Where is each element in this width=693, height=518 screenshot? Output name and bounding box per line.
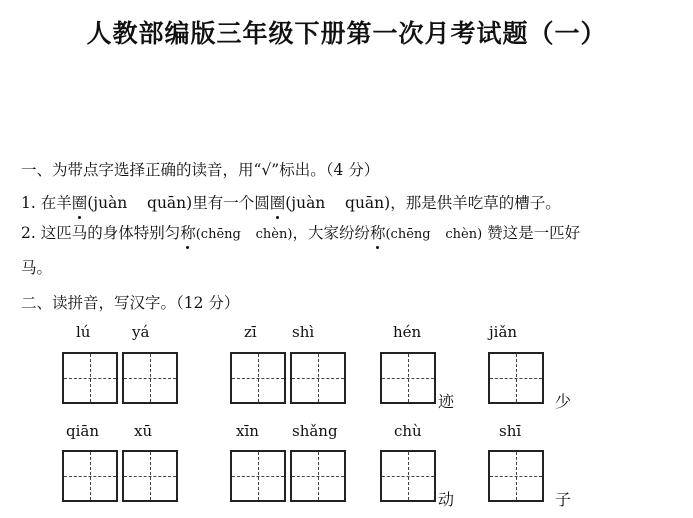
- pinyin-label: qiān: [66, 422, 100, 440]
- q2-prefix: 2. 这匹马的身体特别匀: [21, 224, 181, 242]
- given-character: 动: [438, 490, 455, 509]
- section2-heading: 二、读拼音，写汉字。（12 分）: [21, 294, 240, 312]
- q1-suffix: 那是供羊吃草的槽子。: [405, 194, 561, 212]
- q2-dotted-char: 称: [180, 221, 196, 243]
- pinyin-label: xū: [134, 422, 153, 440]
- pinyin-label: hén: [393, 323, 422, 341]
- writing-grid-box[interactable]: [380, 450, 436, 502]
- pinyin-label: chù: [394, 422, 422, 440]
- question-1-1: [21, 191, 561, 213]
- section1-heading: 一、为带点字选择正确的读音，用“√”标出。（4 分）: [21, 161, 380, 179]
- writing-grid-box[interactable]: [122, 450, 178, 502]
- page-title: 人教部编版三年级下册第一次月考试题（一）: [86, 19, 607, 48]
- q1-pinyin-a: (juàn: [87, 194, 128, 212]
- writing-grid-box[interactable]: [62, 450, 118, 502]
- pinyin-label: shì: [292, 323, 315, 341]
- q2-pinyin-c: (chēng: [385, 227, 431, 242]
- pinyin-label: zī: [244, 323, 257, 341]
- q1-pinyin-c: (juàn: [285, 194, 326, 212]
- q2-mid: ，大家纷纷: [292, 224, 370, 242]
- q1-prefix: 1. 在羊: [21, 194, 72, 212]
- pinyin-label: yá: [132, 323, 150, 341]
- writing-grid-box[interactable]: [488, 352, 544, 404]
- writing-grid-box[interactable]: [62, 352, 118, 404]
- pinyin-label: jiǎn: [489, 323, 518, 341]
- q1-pinyin-b: quān): [147, 194, 193, 212]
- writing-grid-box[interactable]: [122, 352, 178, 404]
- q2-pinyin-d: chèn): [445, 227, 483, 242]
- pinyin-label: shǎng: [292, 422, 338, 440]
- pinyin-label: lú: [76, 323, 91, 341]
- pinyin-label: xīn: [236, 422, 259, 440]
- writing-grid-box[interactable]: [488, 450, 544, 502]
- given-character: 子: [555, 490, 572, 509]
- question-1-2-continued: 马。: [21, 259, 53, 277]
- q2-pinyin-a: (chēng: [195, 227, 241, 242]
- writing-grid-box[interactable]: [290, 450, 346, 502]
- question-1-2: [21, 221, 580, 243]
- q1-dotted-char: 圈: [72, 191, 88, 213]
- q1-mid: 里有一个圆: [192, 194, 270, 212]
- writing-grid-box[interactable]: [230, 450, 286, 502]
- q2-dotted-char-2: 称: [370, 221, 386, 243]
- writing-grid-box[interactable]: [230, 352, 286, 404]
- given-character: 迹: [438, 392, 455, 411]
- q2-suffix: 赞这是一匹好: [487, 224, 581, 242]
- pinyin-label: shī: [499, 422, 522, 440]
- q1-dotted-char-2: 圈: [270, 191, 286, 213]
- writing-grid-box[interactable]: [290, 352, 346, 404]
- q1-pinyin-d: quān)，: [345, 194, 406, 212]
- q2-pinyin-b: chèn): [255, 227, 293, 242]
- writing-grid-box[interactable]: [380, 352, 436, 404]
- given-character: 少: [555, 392, 572, 411]
